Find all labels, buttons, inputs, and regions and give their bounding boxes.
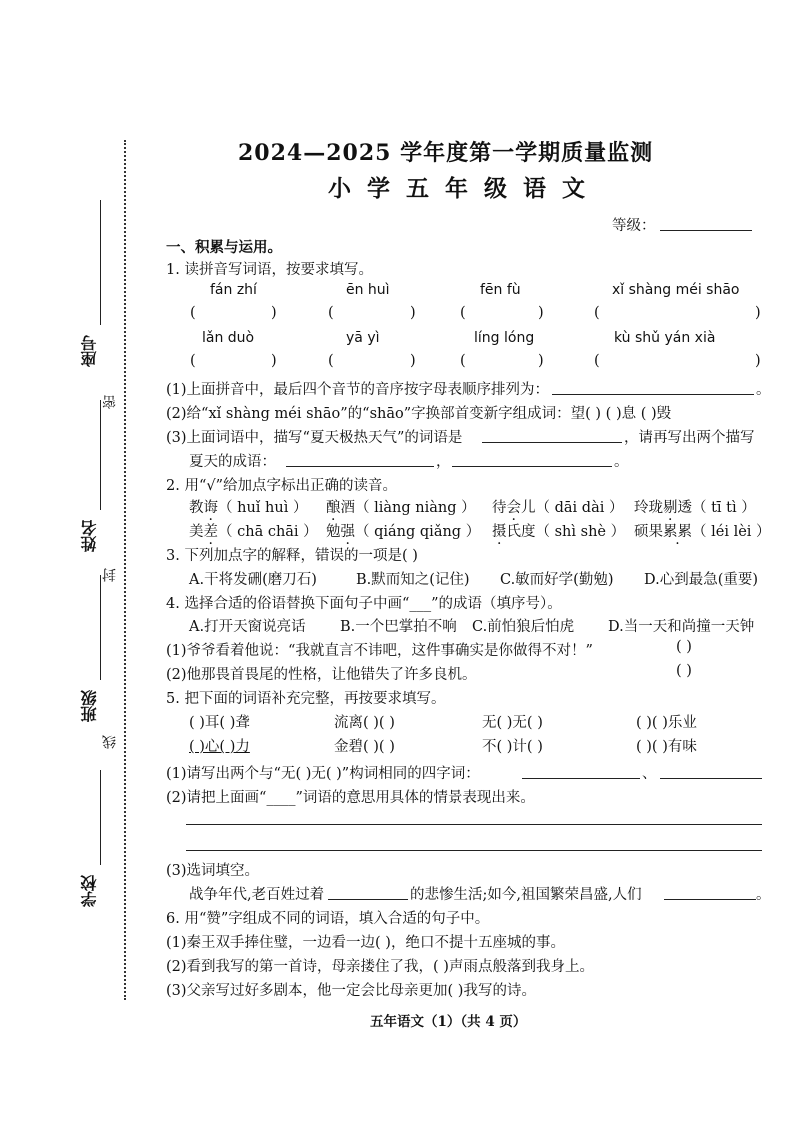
q1-sub3a: (3)上面词语中，描写“夏天极热天气”的词语是 [166,430,463,446]
q1-answer-paren[interactable]: ) [410,353,416,369]
q1-sub3-idiom-blank[interactable] [452,466,612,467]
seal-word-xian: 线 [102,735,118,749]
q1-pinyin: kù shǔ yán xià [614,330,716,346]
class-field-line [100,575,101,680]
q5-sub1-blank[interactable] [660,778,762,779]
page-subtitle: 小学五年级语文 [328,175,601,202]
q5-idiom[interactable]: ( )耳( )聋 [189,715,250,731]
q5-sub1-sep: 、 [642,766,657,782]
q1-answer-paren[interactable]: ( [594,305,600,321]
q6-sentence-2[interactable]: (2)看到我写的第一首诗，母亲搂住了我，( )声雨点般落到我身上。 [166,959,594,975]
q2-stem: 2. 用“√”给加点字标出正确的读音。 [166,478,398,494]
q1-answer-paren[interactable]: ) [538,353,544,369]
q2-item[interactable]: 勉强（ qiáng qiǎng ） [326,524,481,540]
q1-answer-paren[interactable]: ( [190,353,196,369]
q5-idiom[interactable]: ( )( )有味 [636,739,697,755]
q5-idiom-underlined[interactable]: ( )心( )力 [189,739,250,755]
q3-option[interactable]: B.默而知之(记住) [356,572,470,588]
school-label: 学校 [80,875,99,907]
q1-pinyin: fēn fù [480,282,521,298]
q1-pinyin: fán zhí [210,282,257,298]
q5-idiom[interactable]: 金碧( )( ) [334,739,395,755]
q1-answer-paren[interactable]: ) [538,305,544,321]
q1-sub3c: 夏天的成语： [189,454,276,470]
q1-pinyin: ēn huì [346,282,390,298]
q1-sub3-idiom-blank[interactable] [286,466,434,467]
seal-word-feng: 封 [102,568,118,582]
q4-sentence-2: (2)他那畏首畏尾的性格，让他错失了许多良机。 [166,667,477,683]
q1-answer-paren[interactable]: ( [190,305,196,321]
q5-idiom[interactable]: 流离( )( ) [334,715,395,731]
q2-item[interactable]: 教诲（ huǐ huì ） [189,500,308,516]
q1-sub1-blank[interactable] [552,394,754,395]
q2-item[interactable]: 酿酒（ liàng niàng ） [326,500,476,516]
q1-sub3-comma: ， [436,454,451,470]
q1-sub2: (2)给“xǐ shàng méi shāo”的“shāo”字换部首变新字组成词：望( ) ( )息 ( )毁 [166,406,672,422]
grade-blank[interactable] [660,230,752,231]
q1-pinyin: líng lóng [474,330,535,346]
q2-item[interactable]: 玲珑剔透（ tī tì ） [634,500,756,516]
q5-fill-a: 战争年代,老百姓过着 [189,887,325,903]
q3-option[interactable]: C.敏而好学(勤勉) [500,572,614,588]
q1-answer-paren[interactable]: ( [460,305,466,321]
binding-dotted-line [124,140,126,1000]
q2-item[interactable]: 摄氏度（ shì shè ） [492,524,626,540]
q3-option[interactable]: D.心到最急(重要) [644,572,759,588]
q5-fill-b: 的悲惨生活;如今,祖国繁荣昌盛,人们 [410,887,642,903]
class-label: 班级 [80,690,99,722]
grade-label: 等级： [612,218,656,234]
q6-sentence-3[interactable]: (3)父亲写过好多剧本，他一定会比母亲更加( )我写的诗。 [166,983,536,999]
q5-stem: 5. 把下面的词语补充完整，再按要求填写。 [166,691,446,707]
q5-fill-blank[interactable] [664,899,756,900]
q1-answer-paren[interactable]: ) [755,353,761,369]
name-label: 姓名 [80,520,99,552]
q6-sentence-1[interactable]: (1)秦王双手捧住璧，一边看一边( )，绝口不提十五座城的事。 [166,935,565,951]
q1-pinyin: xǐ shàng méi shāo [612,282,740,298]
q2-item[interactable]: 待会儿（ dāi dài ） [492,500,624,516]
page-footer: 五年语文（1）（共 4 页） [370,1014,527,1030]
q5-fill-end: 。 [756,887,771,903]
q4-answer-2[interactable]: ( ) [676,663,692,679]
q1-answer-paren[interactable]: ( [328,353,334,369]
q5-sub1: (1)请写出两个与“无( )无( )”构词相同的四字词： [166,766,480,782]
seat-field-line [100,200,101,325]
q2-item[interactable]: 硕果累累（ léi lèi ） [634,524,771,540]
q6-stem: 6. 用“赞”字组成不同的词语，填入合适的句子中。 [166,911,490,927]
q4-option: A.打开天窗说亮话 [189,619,306,635]
q1-sub3-blank[interactable] [482,442,622,443]
q1-sub3-end: 。 [614,454,629,470]
q1-answer-paren[interactable]: ( [328,305,334,321]
q3-option[interactable]: A.干将发硎(磨刀石) [189,572,317,588]
q4-sentence-1: (1)爷爷看着他说：“我就直言不讳吧，这件事确实是你做得不对！” [166,643,593,659]
q1-answer-paren[interactable]: ) [271,353,277,369]
q1-answer-paren[interactable]: ( [594,353,600,369]
q1-pinyin: lǎn duò [202,330,255,346]
q5-writing-line[interactable] [186,824,762,825]
q1-pinyin: yā yì [346,330,380,346]
q1-answer-paren[interactable]: ( [460,353,466,369]
section-heading: 一、积累与运用。 [166,239,282,256]
q4-stem: 4. 选择合适的俗语替换下面句子中画“___”的成语（填序号）。 [166,596,562,612]
q1-answer-paren[interactable]: ) [410,305,416,321]
q3-stem: 3. 下列加点字的解释，错误的一项是( ) [166,548,418,564]
q4-answer-1[interactable]: ( ) [676,639,692,655]
seat-label: 座号 [80,335,99,367]
q5-idiom[interactable]: 无( )无( ) [482,715,543,731]
q4-option: C.前怕狼后怕虎 [472,619,575,635]
name-field-line [100,400,101,510]
q1-sub1: (1)上面拼音中，最后四个音节的音序按字母表顺序排列为： [166,382,550,398]
q5-idiom[interactable]: 不( )计( ) [482,739,543,755]
q5-fill-blank[interactable] [328,899,408,900]
q4-option: D.当一天和尚撞一天钟 [608,619,755,635]
page-title: 2024—2025 学年度第一学期质量监测 [238,140,654,166]
q1-sub3b: ，请再写出两个描写 [624,430,755,446]
q5-sub3: (3)选词填空。 [166,863,260,879]
q5-sub2: (2)请把上面画“____”词语的意思用具体的情景表现出来。 [166,790,535,806]
q5-idiom[interactable]: ( )( )乐业 [636,715,697,731]
q2-item[interactable]: 美差（ chā chāi ） [189,524,318,540]
q5-sub1-blank[interactable] [522,778,640,779]
q4-option: B.一个巴掌拍不响 [340,619,457,635]
q1-sub1-end: 。 [756,382,771,398]
q1-stem: 1. 读拼音写词语，按要求填写。 [166,262,373,278]
q1-answer-paren[interactable]: ) [271,305,277,321]
q1-answer-paren[interactable]: ) [755,305,761,321]
seal-word-mi: 密 [102,395,118,409]
school-field-line [100,770,101,865]
q5-writing-line[interactable] [186,850,762,851]
